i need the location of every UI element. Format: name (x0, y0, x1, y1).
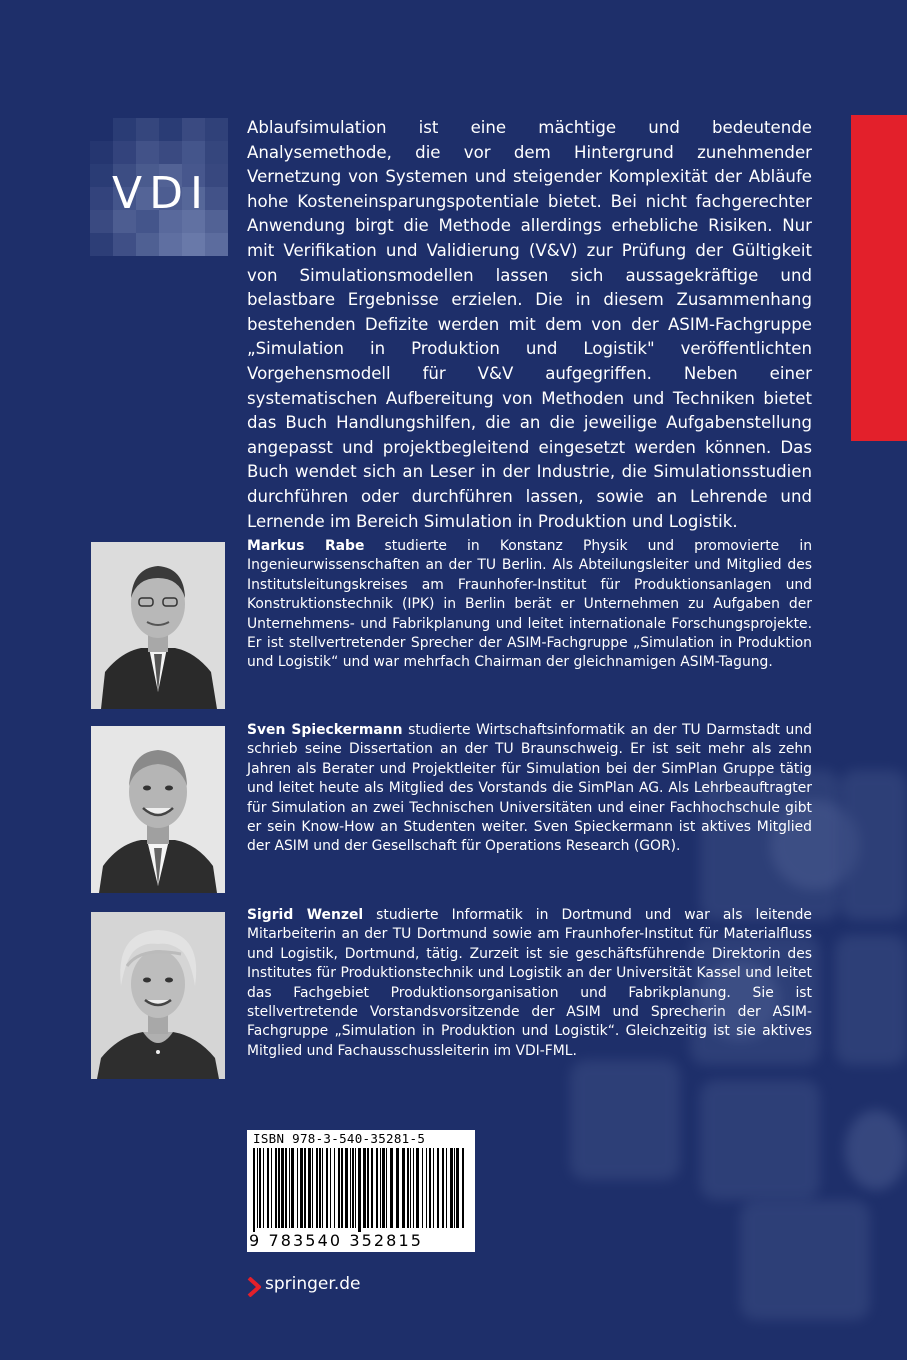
barcode-bar (390, 1148, 393, 1228)
decorative-blur-shape (570, 1060, 680, 1180)
barcode-bar (285, 1148, 287, 1228)
barcode-bar (267, 1148, 269, 1228)
barcode-bar (345, 1148, 348, 1228)
barcode-bar (454, 1148, 455, 1228)
logo-mosaic-tile (90, 187, 113, 210)
barcode-bar (312, 1148, 313, 1228)
logo-mosaic-tile (136, 141, 159, 164)
logo-mosaic-tile (113, 118, 136, 141)
vdi-logo (90, 118, 228, 256)
barcode-bar (326, 1148, 328, 1228)
logo-mosaic-tile (136, 118, 159, 141)
author-bio-sigrid-wenzel (247, 906, 812, 1061)
barcode-bar (259, 1148, 261, 1228)
barcode-bar (291, 1148, 294, 1228)
vdi-logo-text: VDI (112, 168, 210, 219)
barcode-bar (358, 1148, 361, 1232)
barcode-bar (257, 1148, 258, 1228)
logo-mosaic-tile (90, 118, 113, 141)
isbn-barcode (247, 1130, 475, 1252)
barcode-bar (263, 1148, 264, 1228)
decorative-blur-shape (840, 770, 907, 920)
barcode-bar (338, 1148, 340, 1228)
barcode-bar (322, 1148, 323, 1228)
barcode-bar (271, 1148, 272, 1228)
barcode-bar (376, 1148, 378, 1228)
barcode-bar (433, 1148, 434, 1228)
logo-mosaic-tile (205, 118, 228, 141)
barcode-bar (407, 1148, 409, 1228)
barcode-bar (253, 1148, 255, 1232)
barcode-bar (426, 1148, 427, 1228)
chevron-right-icon (247, 1277, 261, 1297)
decorative-blur-shape (740, 1200, 870, 1320)
author-photo-markus-rabe (91, 542, 225, 709)
author-photo-sigrid-wenzel (91, 912, 225, 1079)
barcode-bar (446, 1148, 447, 1228)
author-bio-text: studierte in Konstanz Physik und promovierte in Ingenieurwissenschaften an der TU Berlin. Als Abteilungsleiter und Mitglied des Institutsleitungskreises am Fraunhofer-Institut für Produktionsanlagen und Konstruktionstechnik (IPK) in Berlin berät er Unternehmen zu Aufgaben der Unternehmens- und Fabrikplanung und leitet internationale Forschungsprojekte. Er ist stellvertretender Sprecher der ASIM-Fachgruppe „Simulation in Produktion und Logistik“ und war mehrfach Chairman der gleichnamigen ASIM-Tagung. (247, 538, 813, 671)
barcode-bar (422, 1148, 423, 1228)
logo-mosaic-tile (90, 233, 113, 256)
author-name: Sven Spieckermann (247, 722, 403, 738)
logo-mosaic-tile (159, 118, 182, 141)
barcode-bar (304, 1148, 306, 1228)
barcode-bar (413, 1148, 414, 1228)
author-bio-sven-spieckermann (247, 721, 812, 857)
logo-mosaic-tile (159, 233, 182, 256)
barcode-bar (429, 1148, 431, 1228)
isbn-digits: 9 783540 352815 (249, 1231, 424, 1250)
logo-mosaic-tile (159, 141, 182, 164)
logo-mosaic-tile (182, 141, 205, 164)
barcode-bar (330, 1148, 331, 1228)
barcode-bar (437, 1148, 439, 1228)
barcode-bar (371, 1148, 373, 1228)
barcode-bar (462, 1148, 464, 1228)
author-photo-sven-spieckermann (91, 726, 225, 893)
barcode-bar (319, 1148, 321, 1228)
barcode-bar (300, 1148, 303, 1228)
barcode-bar (278, 1148, 280, 1228)
barcode-bar (350, 1148, 351, 1228)
barcode-bar (410, 1148, 411, 1228)
barcode-bar (297, 1148, 298, 1228)
barcode-bar (380, 1148, 381, 1228)
barcode-bar (450, 1148, 453, 1228)
isbn-label: ISBN 978-3-540-35281-5 (253, 1131, 426, 1146)
author-bio-text: studierte Informatik in Dortmund und war als leitende Mitarbeiterin an der TU Dortmund sowie am Fraunhofer-Institut für Materialfluss und Logistik, Dortmund, tätig. Zurzeit ist sie geschäftsführende Direktorin des Institutes für Produktionstechnik und Logistik an der Universität Kassel und leitet das Fachgebiet Produktionsorganisation und Fabrikplanung. Sie ist stellvertretende Vorstandsvorsitzende der ASIM und Sprecherin der ASIM-Fachgruppe „Simulation in Produktion und Logistik“. Gleichzeitig ist sie aktives Mitglied und Fachausschussleiterin im VDI-FML. (247, 907, 812, 1059)
author-name: Markus Rabe (247, 538, 365, 554)
logo-mosaic-tile (205, 233, 228, 256)
logo-mosaic-tile (113, 233, 136, 256)
decorative-blur-shape (835, 935, 907, 1065)
barcode-bar (281, 1148, 284, 1228)
logo-mosaic-tile (136, 233, 159, 256)
logo-mosaic-tile (205, 141, 228, 164)
barcode-bar (334, 1148, 335, 1228)
author-bio-markus-rabe (247, 537, 812, 673)
logo-mosaic-tile (182, 233, 205, 256)
barcode-bar (308, 1148, 311, 1228)
logo-mosaic-tile (113, 141, 136, 164)
publisher-url: springer.de (265, 1274, 361, 1294)
author-bio-text: studierte Wirtschaftsinformatik an der TU Darmstadt und schrieb seine Dissertation an der TU Braunschweig. Er ist seit mehr als zehn Jahren als Berater und Projektleiter für Simulation bei der SimPlan Gruppe tätig und leitet heute als Mitglied des Vorstands die SimPlan AG. Als Lehrbeauftragter für Simulation an zwei Technischen Universitäten und einer Fachhochschule gibt er sein Know-How an Studenten weiter. Sven Spieckermann ist aktives Mitglied der ASIM und der Gesellschaft für Operations Research (GOR). (247, 722, 812, 855)
logo-mosaic-tile (90, 164, 113, 187)
barcode-bar (275, 1148, 277, 1228)
logo-mosaic-tile (90, 141, 113, 164)
barcode-bar (316, 1148, 318, 1228)
book-description: Ablaufsimulation ist eine mächtige und bedeutende Analysemethode, die vor dem Hintergrund zunehmender Vernetzung von Systemen und steigender Komplexität der Abläufe hohe Kosteneinsparungspotentiale bietet. Bei nicht fachgerechter Anwendung birgt die Methode allerdings erhebliche Risiken. Nur mit Verifikation und Validierung (V&V) zur Prüfung der Gültigkeit von Simulationsmodellen lassen sich aussagekräftige und belastbare Ergebnisse erzielen. Die in diesem Zusammenhang bestehenden Defizite werden mit dem von der ASIM-Fachgruppe „Simulation in Produktion und Logistik" veröffentlichten Vorgehensmodell für V&V aufgegriffen. Neben einer systematischen Aufbereitung von Methoden und Techniken bietet das Buch Handlungshilfen, die an die jeweilige Aufgabenstellung angepasst und projektbegleitend eingesetzt werden können. Das Buch wendet sich an Leser in der Industrie, die Simulationsstudien durchführen oder durchführen lassen, sowie an Lehrende und Lernende im Bereich Simulation in Produktion und Logistik. (247, 118, 812, 531)
barcode-bar (442, 1148, 444, 1228)
barcode-bar (456, 1148, 459, 1228)
barcode-bar (363, 1148, 366, 1228)
barcode-bar (289, 1148, 290, 1228)
barcode-bar (416, 1148, 419, 1228)
barcode-bar (396, 1148, 399, 1228)
barcode-bar (367, 1148, 369, 1228)
barcode-graphic (253, 1148, 469, 1232)
logo-mosaic-tile (182, 118, 205, 141)
barcode-bar (355, 1148, 356, 1228)
barcode-bar (341, 1148, 343, 1228)
author-name: Sigrid Wenzel (247, 907, 364, 923)
red-spine-tab (851, 115, 907, 441)
barcode-bar (352, 1148, 354, 1228)
barcode-bar (402, 1148, 405, 1228)
decorative-blur-shape (700, 1080, 820, 1200)
barcode-bar (382, 1148, 385, 1228)
decorative-blur-shape (845, 1110, 907, 1190)
barcode-bar (386, 1148, 387, 1228)
logo-mosaic-tile (90, 210, 113, 233)
